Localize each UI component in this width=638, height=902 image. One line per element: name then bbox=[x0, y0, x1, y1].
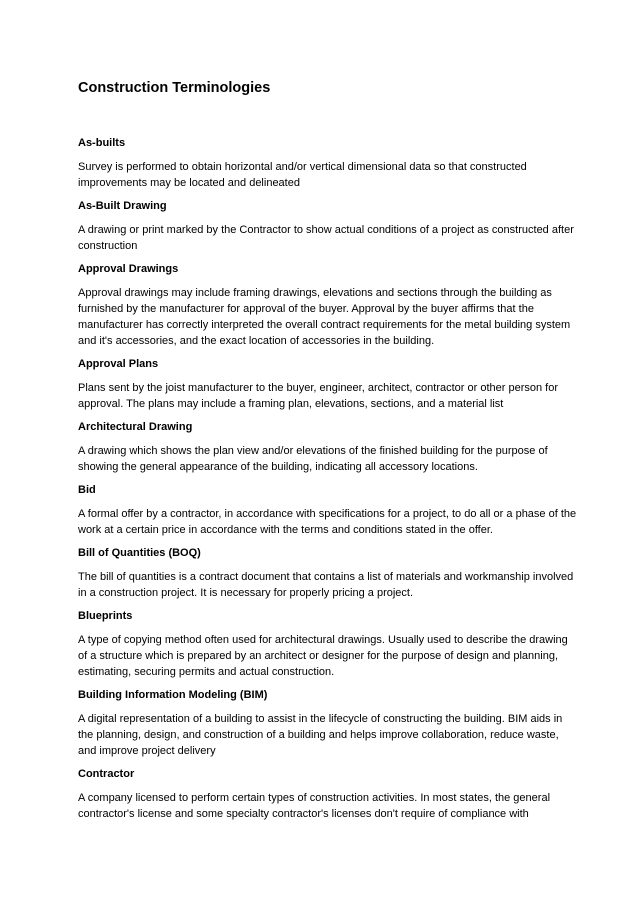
term-heading: Bid bbox=[78, 484, 96, 496]
term-heading: As-Built Drawing bbox=[78, 200, 167, 212]
terminology-list bbox=[78, 136, 578, 822]
term-heading: Blueprints bbox=[78, 610, 133, 622]
term-entry bbox=[78, 199, 578, 254]
term-definition: A type of copying method often used for architectural drawings. Usually used to describe the drawing of a structure which is prepared by an architect or designer for the purpose of design and planning, estimating, securing permits and actual construction. bbox=[78, 634, 568, 678]
term-definition: A drawing which shows the plan view and/or elevations of the finished building for the purpose of showing the general appearance of the building, indicating all accessory locations. bbox=[78, 445, 548, 473]
term-heading: Contractor bbox=[78, 768, 135, 780]
term-entry bbox=[78, 136, 578, 191]
term-definition: A company licensed to perform certain types of construction activities. In most states, the general contractor's license and some specialty contractor's licenses don't require of compliance with bbox=[78, 792, 551, 820]
term-definition: A digital representation of a building to assist in the lifecycle of constructing the building. BIM aids in the planning, design, and construction of a building and helps improve collaboration, reduce waste, and improve project delivery bbox=[78, 713, 563, 757]
term-heading: As-builts bbox=[78, 137, 126, 149]
term-definition: The bill of quantities is a contract document that contains a list of materials and workmanship involved in a construction project. It is necessary for properly pricing a project. bbox=[78, 571, 574, 599]
term-definition: A formal offer by a contractor, in accordance with specifications for a project, to do all or a phase of the work at a certain price in accordance with the terms and conditions stated in the offer. bbox=[78, 508, 577, 536]
term-entry bbox=[78, 609, 578, 680]
term-definition: Survey is performed to obtain horizontal and/or vertical dimensional data so that constructed improvements may be located and delineated bbox=[78, 161, 527, 189]
term-entry bbox=[78, 262, 578, 349]
term-heading: Building Information Modeling (BIM) bbox=[78, 689, 268, 701]
term-entry bbox=[78, 546, 578, 601]
term-heading: Approval Drawings bbox=[78, 263, 179, 275]
document-title: Construction Terminologies bbox=[78, 80, 271, 96]
term-definition: Plans sent by the joist manufacturer to the buyer, engineer, architect, contractor or other person for approval. The plans may include a framing plan, elevations, sections, and a material list bbox=[78, 382, 558, 410]
term-definition: Approval drawings may include framing drawings, elevations and sections through the building as furnished by the manufacturer for approval of the buyer. Approval by the buyer affirms that the manufacturer has correctly interpreted the overall contract requirements for the metal building system and it's accessories, and the exact location of accessories in the building. bbox=[78, 287, 571, 347]
term-entry bbox=[78, 767, 578, 822]
term-heading: Architectural Drawing bbox=[78, 421, 193, 433]
term-entry bbox=[78, 483, 578, 538]
term-definition: A drawing or print marked by the Contractor to show actual conditions of a project as constructed after construction bbox=[78, 224, 574, 252]
term-heading: Approval Plans bbox=[78, 358, 159, 370]
term-entry bbox=[78, 688, 578, 759]
term-entry bbox=[78, 357, 578, 412]
term-entry bbox=[78, 420, 578, 475]
term-heading: Bill of Quantities (BOQ) bbox=[78, 547, 201, 559]
